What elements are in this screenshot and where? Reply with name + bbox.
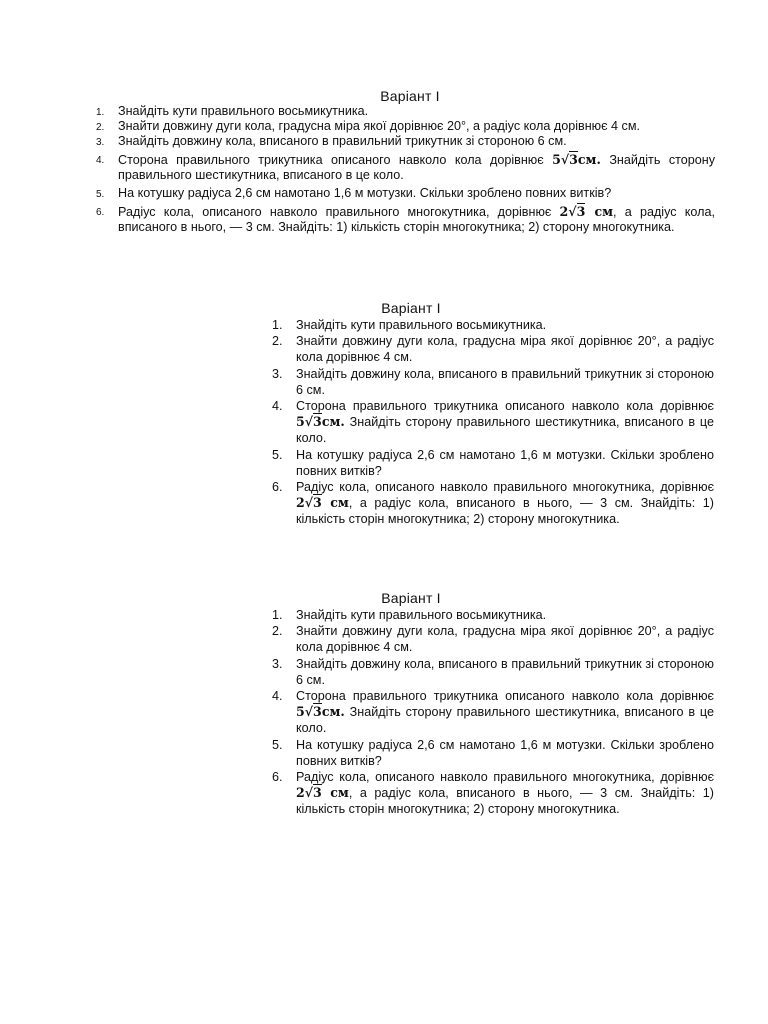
task-text-part: Радіус кола, описаного навколо правильного многокутника, дорівнює <box>296 480 714 495</box>
task-item <box>266 479 714 528</box>
formula-radicand: 3 <box>569 152 578 167</box>
task-number: 6. <box>272 770 283 785</box>
task-item <box>90 134 715 149</box>
task-text: Знайдіть кути правильного восьмикутника. <box>118 104 369 118</box>
task-number: 2. <box>96 122 105 133</box>
task-text <box>118 152 715 183</box>
task-text <box>296 398 714 447</box>
formula-radicand: 3 <box>313 704 322 720</box>
variant-title: Варіант І <box>381 300 441 316</box>
variant-title: Варіант І <box>380 88 440 104</box>
task-number: 2. <box>272 334 283 349</box>
task-number: 1. <box>96 107 105 118</box>
formula-radicand: 3 <box>313 495 322 511</box>
task-item <box>90 186 715 201</box>
formula-coefficient: 5 <box>552 152 561 167</box>
variant-title: Варіант І <box>381 590 441 606</box>
task-text <box>296 479 714 528</box>
task-item <box>266 623 714 655</box>
task-text: Знайдіть довжину кола, вписаного в правильний трикутник зі стороною 6 см. <box>296 366 714 397</box>
formula-radicand: 3 <box>576 204 586 219</box>
formula-unit: см <box>330 785 349 801</box>
task-text: На котушку радіуса 2,6 см намотано 1,6 м мотузки. Скільки зроблено повних витків? <box>118 186 612 200</box>
task-number: 3. <box>272 366 283 381</box>
task-item <box>90 119 715 134</box>
task-text-part: , а радіус кола, вписаного в нього, — 3 см. Знайдіть: 1) кількість сторін многокутника; 2) сторону многокутника. <box>296 786 714 817</box>
formula-unit: см. <box>321 704 345 720</box>
task-number: 6. <box>272 480 283 495</box>
task-item <box>90 204 715 235</box>
task-item <box>266 333 714 365</box>
task-text-part: Знайдіть сторону правильного шестикутника, вписаного в це коло. <box>296 415 714 446</box>
variant-block-3 <box>266 590 714 818</box>
task-text: Знайти довжину дуги кола, градусна міра якої дорівнює 20°, а радіус кола дорівнює 4 см. <box>118 119 640 133</box>
task-text-part: Знайдіть сторону правильного шестикутника, вписаного в це коло. <box>118 153 716 182</box>
formula: 2√3 см <box>559 204 614 219</box>
task-text-part: Сторона правильного трикутника описаного навколо кола дорівнює <box>296 399 714 414</box>
task-item <box>266 366 714 398</box>
task-number: 1. <box>272 318 283 332</box>
task-number: 3. <box>272 656 283 671</box>
task-text-part: , а радіус кола, вписаного в нього, — 3 см. Знайдіть: 1) кількість сторін многокутника; 2) сторону многокутника. <box>296 496 714 527</box>
formula-unit: см <box>330 495 349 511</box>
formula: 5√3см. <box>296 704 345 720</box>
formula-unit: см <box>594 204 614 219</box>
formula-radicand: 3 <box>313 785 322 801</box>
task-list <box>266 607 714 818</box>
task-number: 6. <box>96 207 105 218</box>
variant-block-2 <box>266 300 714 528</box>
formula-coefficient: 5 <box>296 704 305 720</box>
task-text: На котушку радіуса 2,6 см намотано 1,6 м мотузки. Скільки зроблено повних витків? <box>296 737 714 768</box>
formula: 2√3 см <box>296 785 349 801</box>
task-text <box>296 688 714 737</box>
task-number: 3. <box>96 137 105 148</box>
task-text <box>296 769 714 818</box>
task-item <box>266 317 714 333</box>
formula: 5√3см. <box>296 414 345 430</box>
task-text-part: Радіус кола, описаного навколо правильного многокутника, дорівнює <box>296 770 714 785</box>
formula-coefficient: 5 <box>296 414 305 430</box>
task-text: Знайдіть кути правильного восьмикутника. <box>296 318 547 332</box>
task-text-part: Сторона правильного трикутника описаного навколо кола дорівнює <box>296 689 714 704</box>
task-item <box>90 152 715 183</box>
task-text-part: , а радіус кола, вписаного в нього, — 3 см. Знайдіть: 1) кількість сторін многокутника; 2) сторону многокутника. <box>118 205 715 234</box>
task-number: 5. <box>96 189 105 200</box>
task-item <box>266 398 714 447</box>
formula-radicand: 3 <box>313 414 322 430</box>
task-text-part: Радіус кола, описаного навколо правильного многокутника, дорівнює <box>118 205 560 219</box>
task-list <box>90 104 715 235</box>
formula: 2√3 см <box>296 495 349 511</box>
task-item <box>266 447 714 479</box>
task-text <box>118 204 715 235</box>
formula-coefficient: 2 <box>296 495 305 511</box>
task-number: 5. <box>272 447 283 462</box>
task-text: На котушку радіуса 2,6 см намотано 1,6 м мотузки. Скільки зроблено повних витків? <box>296 447 714 478</box>
task-number: 1. <box>272 608 283 622</box>
task-number: 4. <box>272 399 283 414</box>
task-item <box>266 688 714 737</box>
task-item <box>266 607 714 623</box>
task-list <box>266 317 714 528</box>
formula: 5√3см. <box>552 152 601 167</box>
formula-unit: см. <box>321 414 345 430</box>
variant-block-1 <box>90 88 715 235</box>
task-item <box>266 737 714 769</box>
task-item <box>266 769 714 818</box>
task-text: Знайти довжину дуги кола, градусна міра якої дорівнює 20°, а радіус кола дорівнює 4 см. <box>296 334 714 365</box>
task-text: Знайдіть довжину кола, вписаного в правильний трикутник зі стороною 6 см. <box>118 134 567 148</box>
formula-coefficient: 2 <box>296 785 305 801</box>
task-number: 2. <box>272 624 283 639</box>
task-number: 4. <box>272 689 283 704</box>
task-item <box>90 104 715 119</box>
task-text-part: Сторона правильного трикутника описаного навколо кола дорівнює <box>118 153 553 167</box>
task-text: Знайдіть довжину кола, вписаного в правильний трикутник зі стороною 6 см. <box>296 656 714 687</box>
task-number: 4. <box>96 155 105 166</box>
task-text: Знайти довжину дуги кола, градусна міра якої дорівнює 20°, а радіус кола дорівнює 4 см. <box>296 624 714 655</box>
formula-coefficient: 2 <box>559 204 569 219</box>
task-number: 5. <box>272 737 283 752</box>
task-item <box>266 656 714 688</box>
task-text: Знайдіть кути правильного восьмикутника. <box>296 608 547 622</box>
task-text-part: Знайдіть сторону правильного шестикутника, вписаного в це коло. <box>296 705 714 736</box>
formula-unit: см. <box>577 152 601 167</box>
